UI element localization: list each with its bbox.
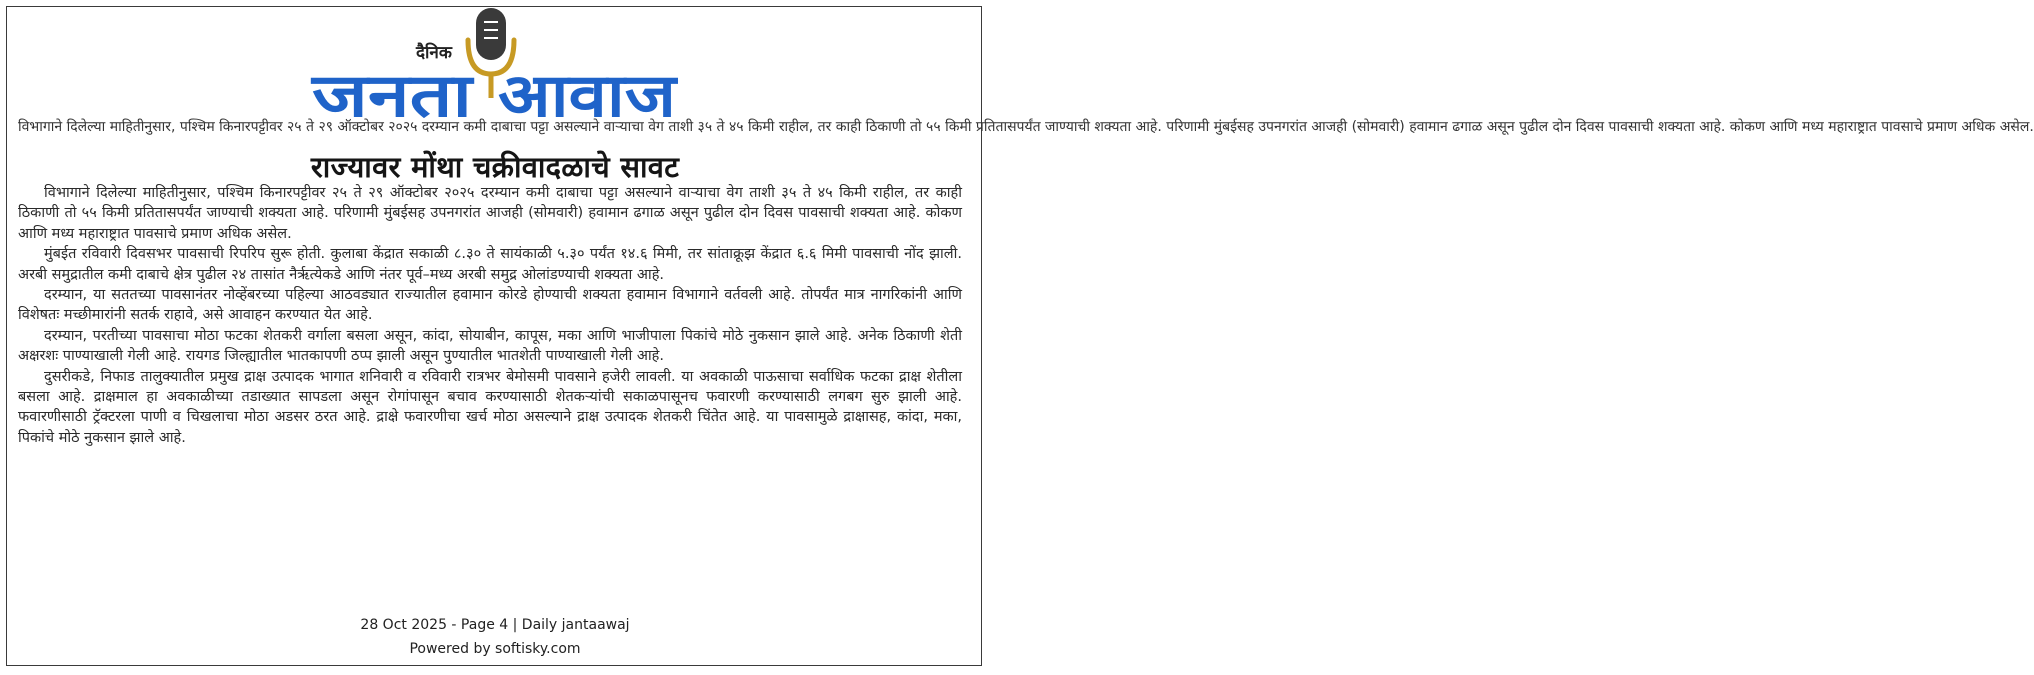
article-body bbox=[18, 183, 962, 448]
masthead-logo bbox=[0, 0, 990, 131]
masthead-title-right: आवाज bbox=[498, 61, 679, 131]
footer-date-page: 28 Oct 2025 - Page 4 | Daily jantaawaj bbox=[360, 617, 630, 633]
footer-powered-by[interactable]: Powered by softisky.com bbox=[409, 641, 581, 657]
article-paragraph: दरम्यान, या सततच्या पावसानंतर नोव्हेंबरच्या पहिल्या आठवड्यात राज्यातील हवामान कोरडे होण्याची शक्यता हवामान विभागाने वर्तवली आहे. तोपर्यंत मात्र नागरिकांनी आणि विशेषतः मच्छीमारांनी सतर्क राहावे, असे आवाहन करण्यात येत आहे. bbox=[18, 287, 962, 324]
article-headline: राज्यावर मोंथा चक्रीवादळाचे सावट bbox=[310, 150, 680, 184]
cropped-text-line: विभागाने दिलेल्या माहितीनुसार, पश्चिम किनारपट्टीवर २५ ते २९ ऑक्टोबर २०२५ दरम्यान कमी दाबाचा पट्टा असल्याने वाऱ्याचा वेग ताशी ३५ ते ४५ किमी राहील, तर काही ठिकाणी तो ५५ किमी प्रतितासपर्यंत जाण्याची शक्यता आहे. परिणामी मुंबईसह उपनगरांत आजही (सोमवारी) हवामान ढगाळ असून पुढील दोन दिवस पावसाची शक्यता आहे. कोकण आणि मध्य महाराष्ट्रात पावसाचे प्रमाण अधिक असेल. bbox=[18, 119, 2034, 135]
page-footer bbox=[0, 613, 990, 661]
masthead-title-left: जनता bbox=[310, 61, 476, 131]
masthead-small-word: दैनिक bbox=[416, 43, 452, 63]
article-paragraph: विभागाने दिलेल्या माहितीनुसार, पश्चिम किनारपट्टीवर २५ ते २९ ऑक्टोबर २०२५ दरम्यान कमी दाबाचा पट्टा असल्याने वाऱ्याचा वेग ताशी ३५ ते ४५ किमी राहील, तर काही ठिकाणी तो ५५ किमी प्रतितासपर्यंत जाण्याची शक्यता आहे. परिणामी मुंबईसह उपनगरांत आजही (सोमवारी) हवामान ढगाळ असून पुढील दोन दिवस पावसाची शक्यता आहे. कोकण आणि मध्य महाराष्ट्रात पावसाचे प्रमाण अधिक असेल. bbox=[18, 185, 962, 242]
article-paragraph: दुसरीकडे, निफाड तालुक्यातील प्रमुख द्राक्ष उत्पादक भागात शनिवारी व रविवारी रात्रभर बेमोसमी पावसाने हजेरी लावली. या अवकाळी पाऊसाचा सर्वाधिक फटका द्राक्ष शेतीला बसला आहे. द्राक्षमाल हा अवकाळीच्या तडाख्यात सापडला असून रोगांपासून बचाव करण्यासाठी शेतकऱ्यांची सकाळपासूनच फवारणी करण्यासाठी लगबग सुरु झाली आहे. फवारणीसाठी ट्रॅक्टरला पाणी व चिखलाचा मोठा अडसर ठरत आहे. द्राक्षे फवारणीचा खर्च मोठा असल्याने द्राक्ष उत्पादक शेतकरी चिंतेत आहे. या पावसामुळे द्राक्षासह, कांदा, मका, पिकांचे मोठे नुकसान झाले आहे. bbox=[18, 368, 962, 446]
article-paragraph: मुंबईत रविवारी दिवसभर पावसाची रिपरिप सुरू होती. कुलाबा केंद्रात सकाळी ८.३० ते सायंकाळी ५.३० पर्यंत १४.६ मिमी, तर सांताक्रूझ केंद्रात ६.६ मिमी पावसाची नोंद झाली. अरबी समुद्रातील कमी दाबाचे क्षेत्र पुढील २४ तासांत नैर्ऋत्येकडे आणि नंतर पूर्व–मध्य अरबी समुद्र ओलांडण्याची शक्यता आहे. bbox=[18, 246, 962, 283]
article-paragraph: दरम्यान, परतीच्या पावसाचा मोठा फटका शेतकरी वर्गाला बसला असून, कांदा, सोयाबीन, कापूस, मका आणि भाजीपाला पिकांचे मोठे नुकसान झाले आहे. अनेक ठिकाणी शेती अक्षरशः पाण्याखाली गेली आहे. रायगड जिल्ह्यातील भातकापणी ठप्प झाली असून पुण्यातील भातशेती पाण्याखाली गेली आहे. bbox=[18, 327, 962, 365]
